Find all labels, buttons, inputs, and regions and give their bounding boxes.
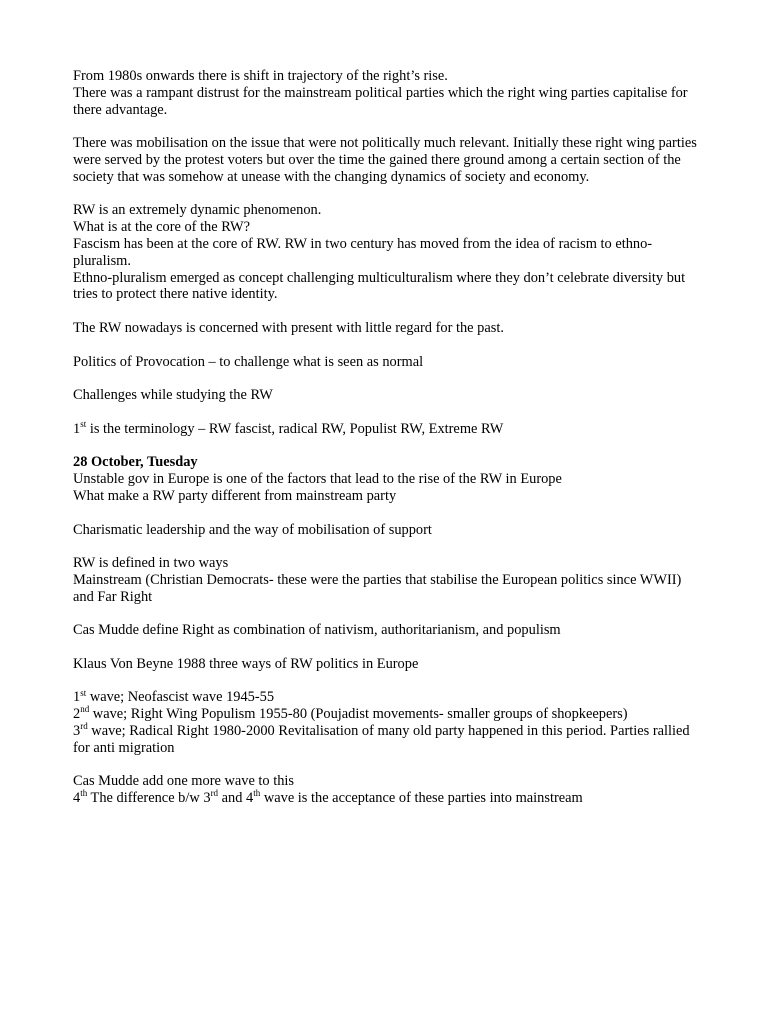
- text-line: There was a rampant distrust for the mainstream political parties which the right wing parties capitalise for there advantage.: [73, 84, 688, 118]
- text-line: [73, 418, 703, 438]
- paragraph-terminology: [73, 418, 703, 438]
- text-line: RW is an extremely dynamic phenomenon.: [73, 202, 322, 219]
- text-span: is the terminology – RW fascist, radical RW, Populist RW, Extreme RW: [86, 420, 504, 437]
- wave-line-1: [73, 689, 703, 706]
- text-line: What is at the core of the RW?: [73, 219, 251, 236]
- date-heading: 28 October, Tuesday: [73, 454, 198, 471]
- text-line: What make a RW party different from mainstream party: [73, 487, 397, 504]
- paragraph-cas-mudde-define: [73, 622, 703, 639]
- ordinal-number: 1: [73, 420, 81, 437]
- text-span: wave; Neofascist wave 1945-55: [86, 689, 275, 706]
- ordinal-suffix: th: [253, 788, 261, 799]
- paragraph-charismatic: [73, 522, 703, 539]
- text-line: Cas Mudde define Right as combination of nativism, authoritarianism, and populism: [73, 622, 561, 639]
- paragraph-provocation: [73, 354, 703, 371]
- paragraph-rw-core: [73, 202, 703, 303]
- ordinal-suffix: nd: [80, 704, 90, 715]
- paragraph-fourth-wave: [73, 773, 703, 807]
- wave-line-2: [73, 706, 703, 723]
- text-line: Charismatic leadership and the way of mobilisation of support: [73, 521, 432, 538]
- wave-line-3: [73, 723, 703, 757]
- text-span: The difference b/w 3: [87, 790, 211, 807]
- text-line: Fascism has been at the core of RW. RW in two century has moved from the idea of racism to ethno-pluralism.: [73, 235, 653, 269]
- ordinal-number: 4: [73, 790, 81, 807]
- wave-line-4: [73, 790, 703, 807]
- text-line: Unstable gov in Europe is one of the factors that lead to the rise of the RW in Europe: [73, 471, 562, 488]
- paragraph-mobilisation: [73, 135, 703, 185]
- text-line: There was mobilisation on the issue that were not politically much relevant. Initially these right wing parties were served by the protest voters but over the time the gained there ground among a certain section of the society that was somehow at unease with the changing dynamics of society and economy.: [73, 135, 697, 185]
- ordinal-number: 3: [73, 723, 81, 740]
- ordinal-suffix: rd: [80, 721, 88, 732]
- text-line: Ethno-pluralism emerged as concept challenging multiculturalism where they don’t celebrate diversity but tries to protect there native identity.: [73, 269, 686, 303]
- text-line: Politics of Provocation – to challenge what is seen as normal: [73, 353, 424, 370]
- ordinal-number: 2: [73, 706, 81, 723]
- ordinal-suffix: st: [80, 418, 87, 429]
- text-line: RW is defined in two ways: [73, 555, 229, 572]
- text-line: The RW nowadays is concerned with present with little regard for the past.: [73, 319, 504, 336]
- paragraph-right-rise: [73, 68, 703, 118]
- paragraph-october-28: [73, 454, 703, 504]
- text-line: Cas Mudde add one more wave to this: [73, 773, 295, 790]
- ordinal-number: 1: [73, 689, 81, 706]
- text-line: Klaus Von Beyne 1988 three ways of RW politics in Europe: [73, 655, 419, 672]
- text-line: From 1980s onwards there is shift in trajectory of the right’s rise.: [73, 68, 448, 84]
- text-line: Mainstream (Christian Democrats- these were the parties that stabilise the European politics since WWII) and Far Right: [73, 571, 682, 605]
- paragraph-waves: [73, 689, 703, 756]
- text-span: wave; Radical Right 1980-2000 Revitalisation of many old party happened in this period. Parties rallied for anti migration: [73, 723, 690, 756]
- ordinal-suffix: rd: [210, 788, 219, 799]
- paragraph-rw-present: [73, 320, 703, 337]
- text-line: Challenges while studying the RW: [73, 387, 273, 404]
- ordinal-suffix: th: [80, 788, 88, 799]
- text-span: wave; Right Wing Populism 1955-80 (Poujadist movements- smaller groups of shopkeepers): [89, 706, 628, 723]
- text-span: wave is the acceptance of these parties into mainstream: [260, 790, 583, 807]
- document-page: [73, 68, 703, 807]
- text-span: and 4: [218, 790, 254, 807]
- ordinal-suffix: st: [80, 687, 87, 698]
- paragraph-von-beyne: [73, 656, 703, 673]
- paragraph-challenges: [73, 387, 703, 404]
- paragraph-rw-defined: [73, 555, 703, 605]
